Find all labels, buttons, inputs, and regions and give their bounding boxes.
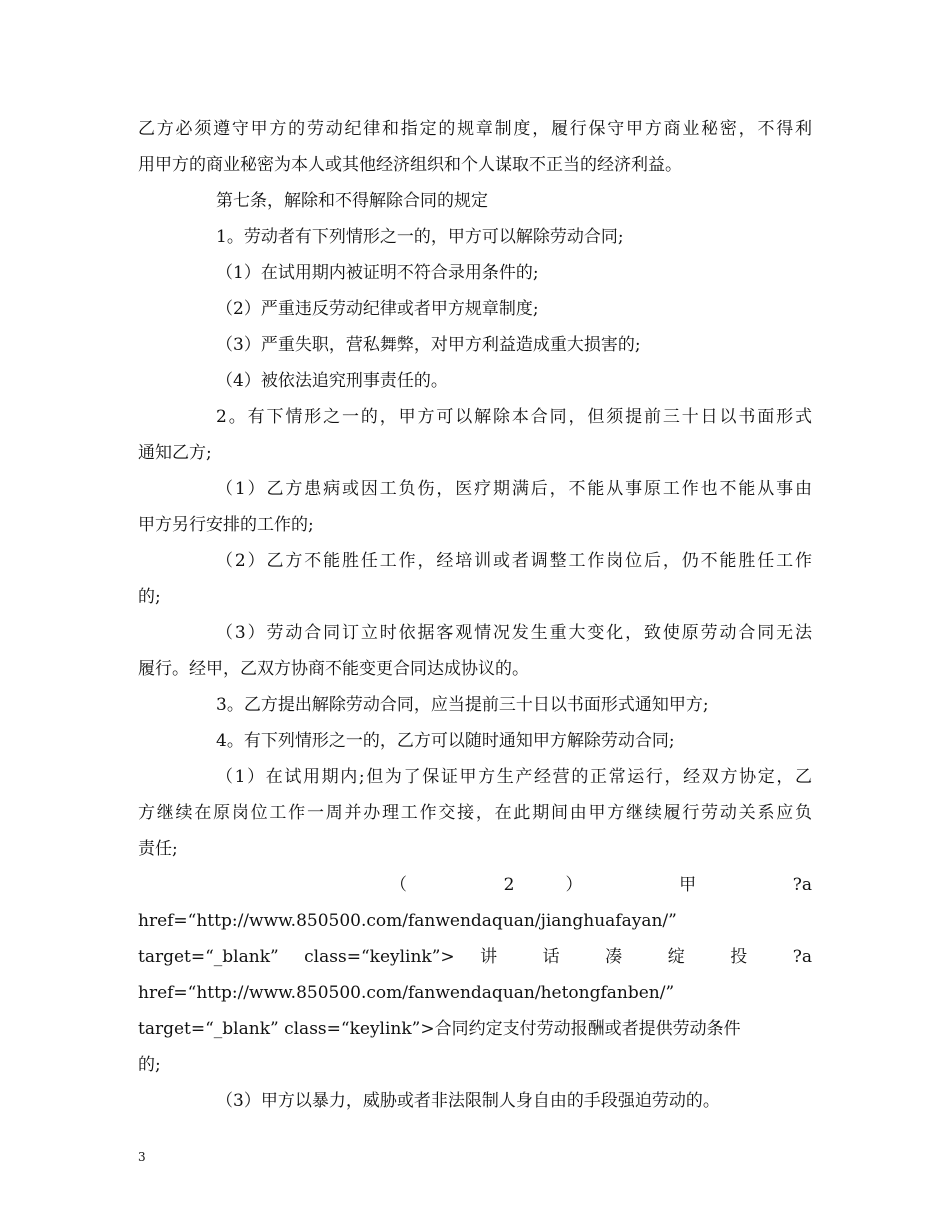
body-text-line: 甲方另行安排的工作的; — [138, 515, 314, 535]
body-text-line: href=“http://www.850500.com/fanwendaquan/jianghuafayan/” — [138, 911, 677, 931]
body-text-line: 方继续在原岗位工作一周并办理工作交接，在此期间由甲方继续履行劳动关系应负 — [138, 803, 812, 823]
list-item: 2。有下情形之一的，甲方可以解除本合同，但须提前三十日以书面形式 — [216, 407, 812, 427]
body-text-line: 责任; — [138, 839, 178, 859]
body-text-line: 乙方必须遵守甲方的劳动纪律和指定的规章制度，履行保守甲方商业秘密，不得利 — [138, 119, 812, 139]
list-item: （3）严重失职，营私舞弊，对甲方利益造成重大损害的; — [216, 335, 641, 355]
list-item: （1）在试用期内被证明不符合录用条件的; — [216, 263, 539, 283]
list-item: （2）乙方不能胜任工作，经培训或者调整工作岗位后，仍不能胜任工作 — [216, 551, 812, 571]
body-text-line: 的; — [138, 1055, 161, 1075]
list-item: 4。有下列情形之一的，乙方可以随时通知甲方解除劳动合同; — [216, 731, 675, 751]
list-item: （2）严重违反劳动纪律或者甲方规章制度; — [216, 299, 539, 319]
body-text-line: href=“http://www.850500.com/fanwendaquan/hetongfanben/” — [138, 983, 675, 1003]
list-item: （3）劳动合同订立时依据客观情况发生重大变化，致使原劳动合同无法 — [216, 623, 812, 643]
body-text-line: target=“_blank” class=“keylink”>合同约定支付劳动报酬或者提供劳动条件 — [138, 1019, 741, 1039]
list-item: （1）在试用期内;但为了保证甲方生产经营的正常运行，经双方协定，乙 — [216, 767, 812, 787]
body-text-line: 履行。经甲，乙双方协商不能变更合同达成协议的。 — [138, 659, 529, 679]
body-text-line: 用甲方的商业秘密为本人或其他经济组织和个人谋取不正当的经济利益。 — [138, 155, 682, 175]
list-item: （1）乙方患病或因工负伤，医疗期满后，不能从事原工作也不能从事由 — [216, 479, 812, 499]
list-item: （3）甲方以暴力，威胁或者非法限制人身自由的手段强迫劳动的。 — [216, 1091, 720, 1111]
body-text-line: 的; — [138, 587, 161, 607]
list-item: （4）被依法追究刑事责任的。 — [216, 371, 448, 391]
page-number: 3 — [138, 1150, 146, 1164]
section-heading: 第七条，解除和不得解除合同的规定 — [216, 191, 488, 211]
body-text-line: 通知乙方; — [138, 443, 212, 463]
list-item: 3。乙方提出解除劳动合同，应当提前三十日以书面形式通知甲方; — [216, 695, 709, 715]
list-item: 1。劳动者有下列情形之一的，甲方可以解除劳动合同; — [216, 227, 624, 247]
list-item: （ 2 ） 甲 ?a — [390, 875, 812, 895]
body-text-line: target=“_blank” class=“keylink”> 讲 话 凑 绽 投 ?a — [138, 947, 812, 967]
